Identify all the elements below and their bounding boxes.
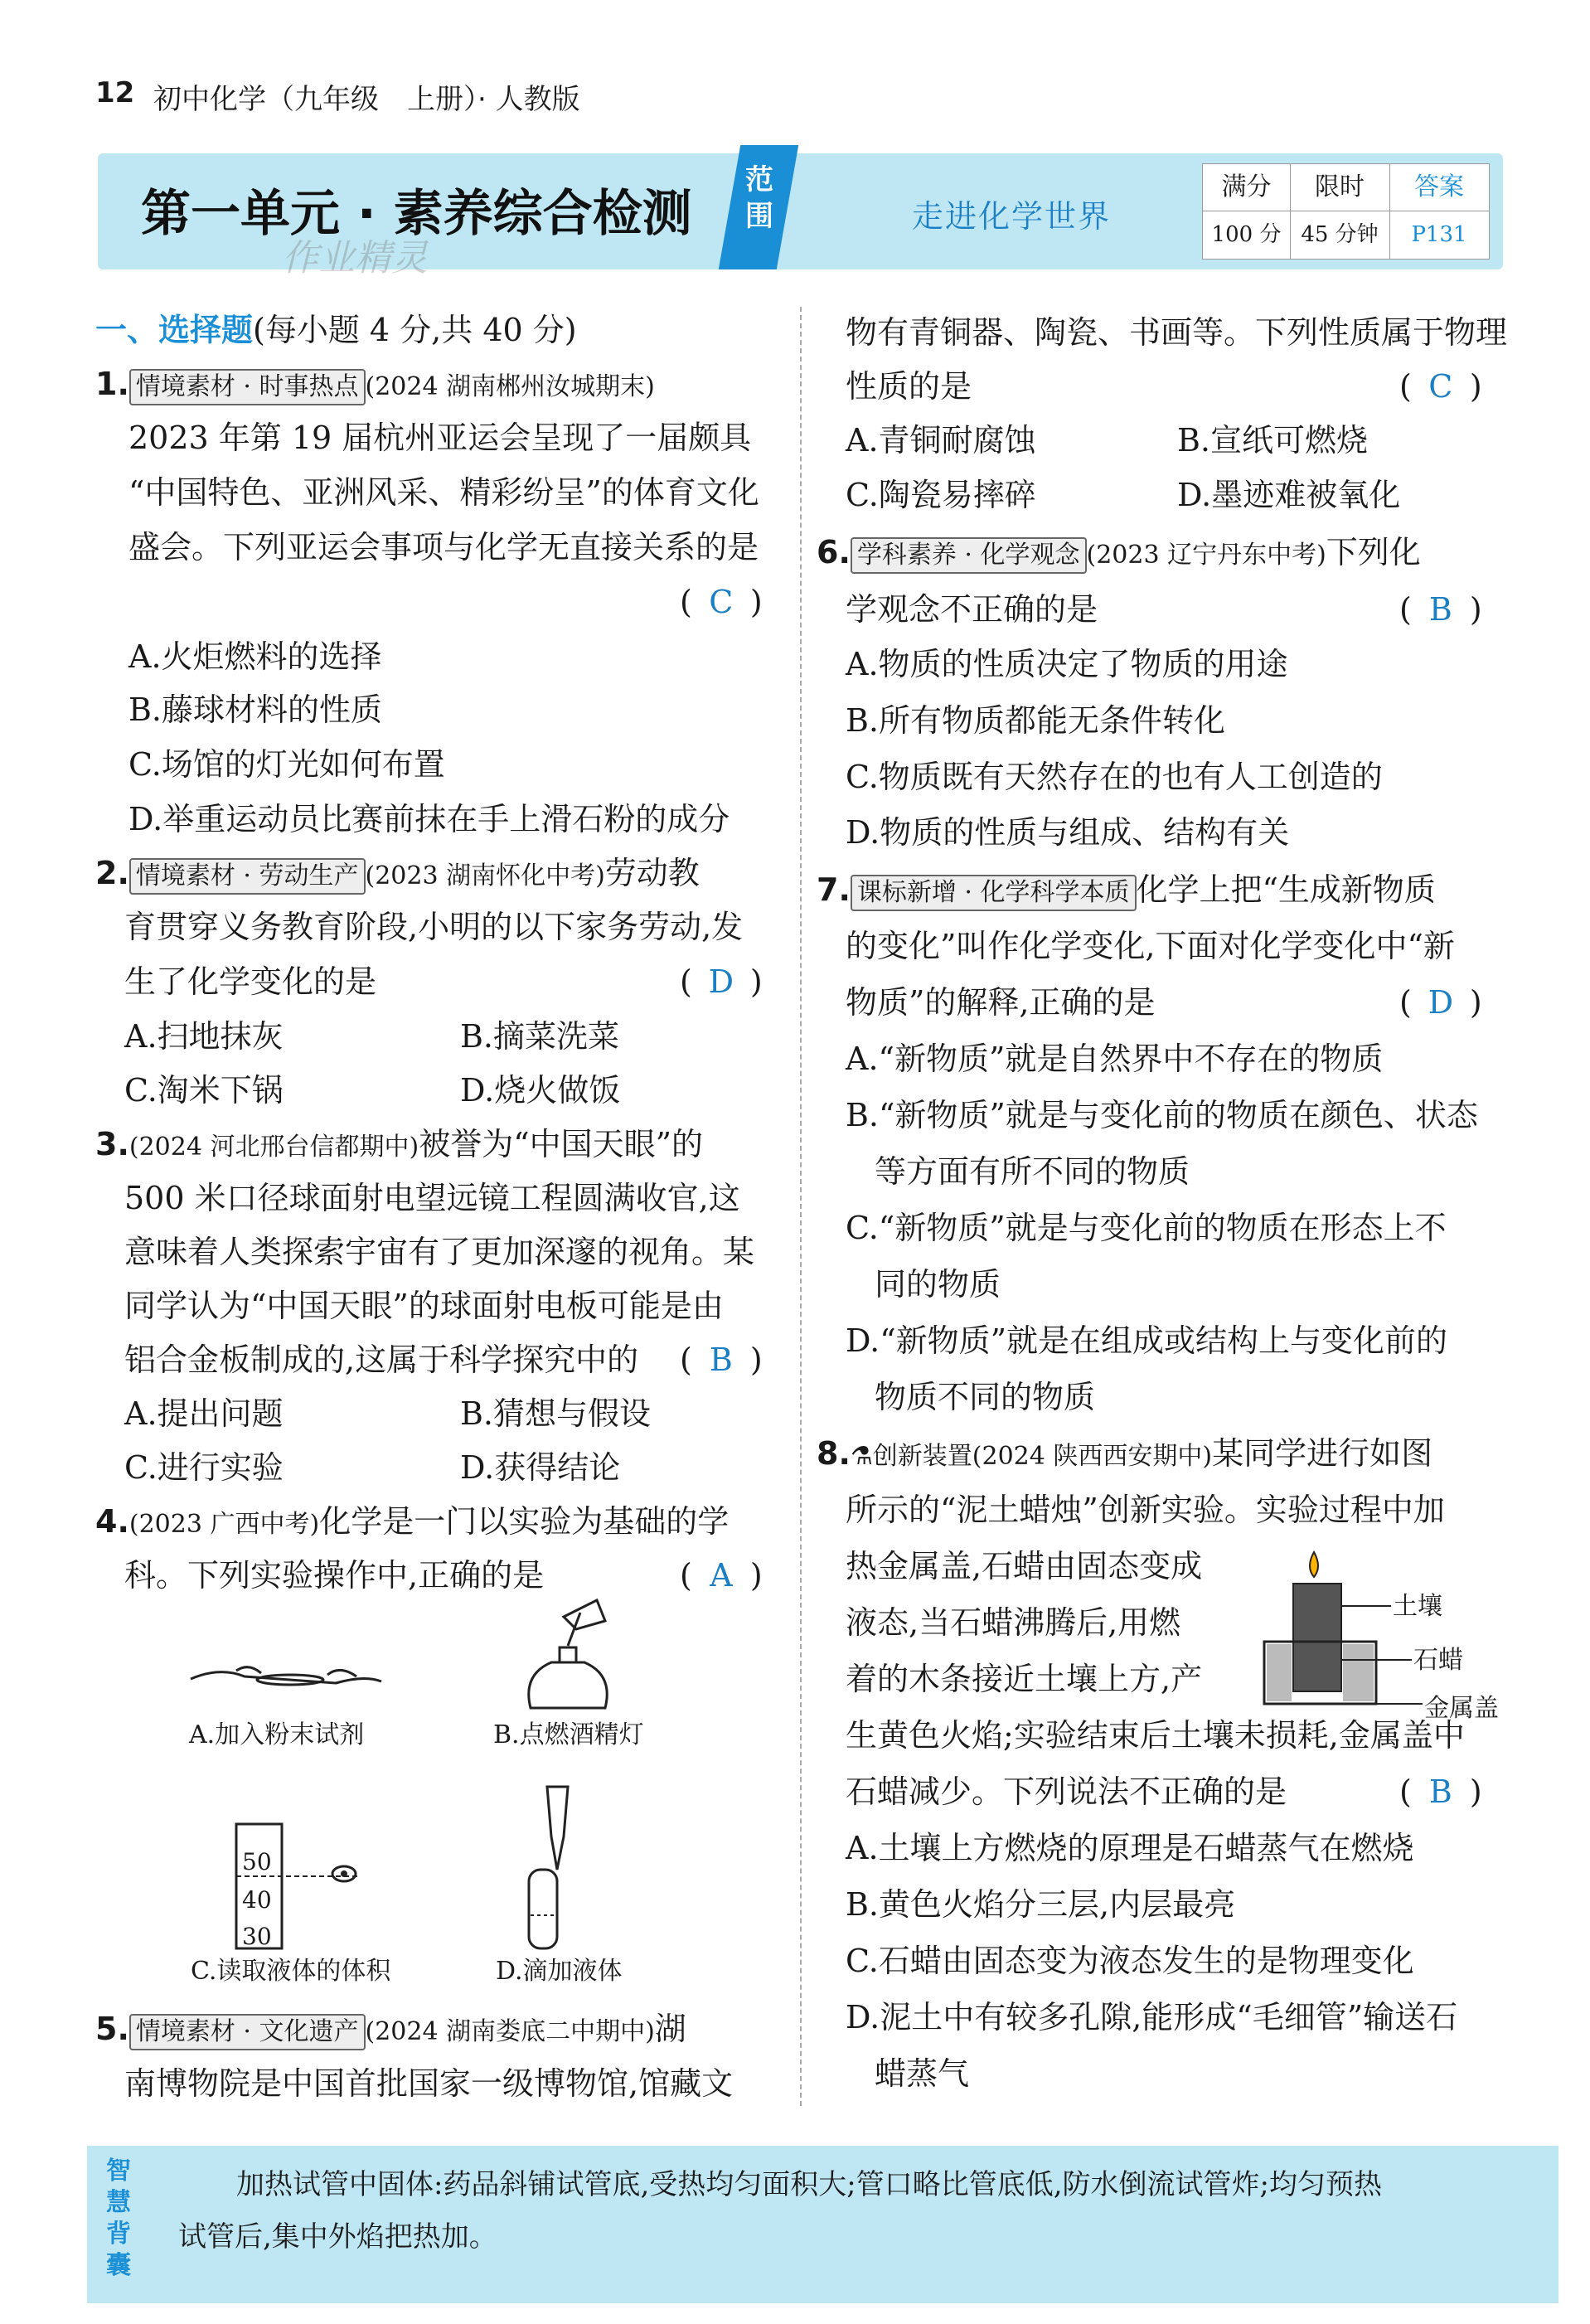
unit-title: 第一单元 · 素养综合检测 — [141, 185, 692, 243]
question-text: 湖 — [654, 2011, 686, 2047]
figure-label: 土壤 — [1393, 1592, 1442, 1621]
figure-caption: C.读取液体的体积 — [191, 1957, 391, 1986]
section-note: (每小题 4 分,共 40 分) — [253, 312, 577, 348]
question-source: (2024 湖南娄底二中期中) — [365, 2017, 655, 2046]
question-3-header — [95, 1125, 703, 1167]
answer-value: D — [1428, 984, 1454, 1021]
answer-value: D — [708, 963, 734, 1000]
question-text: 石蜡减少。下列说法不正确的是 — [846, 1773, 1287, 1810]
question-tag: 情境素材 · 劳动生产 — [129, 858, 366, 895]
answer-value: B — [1428, 1773, 1452, 1810]
question-text: 同学认为“中国天眼”的球面射电板可能是由 — [124, 1288, 724, 1324]
answer-bracket: ( B ) — [1399, 1773, 1482, 1810]
powder-figure — [187, 1650, 385, 1700]
option: D.获得结论 — [460, 1449, 621, 1486]
range-label: 范围 — [745, 163, 773, 233]
question-text: 铝合金板制成的,这属于科学探究中的 — [124, 1342, 639, 1378]
question-text: 化学是一门以实验为基础的学 — [319, 1503, 730, 1540]
time-limit-value: 45 分钟 — [1301, 222, 1379, 247]
option: C.进行实验 — [124, 1449, 284, 1486]
question-text: 被誉为“中国天眼”的 — [419, 1126, 704, 1162]
question-source: (2024 陕西西安期中) — [972, 1442, 1213, 1471]
label-leader-lines — [1341, 1604, 1424, 1708]
option: 蜡蒸气 — [875, 2055, 970, 2092]
option: A.扫地抹灰 — [124, 1018, 284, 1055]
question-8-header — [817, 1434, 1432, 1476]
answer-bracket: ( A ) — [680, 1557, 763, 1594]
question-text: 液态,当石蜡沸腾后,用燃 — [846, 1604, 1181, 1641]
answer-bracket: ( B ) — [680, 1342, 763, 1378]
column-divider — [800, 307, 802, 2106]
option: A.青铜耐腐蚀 — [846, 422, 1036, 458]
figure-label: 石蜡 — [1413, 1646, 1463, 1675]
option: B.摘菜洗菜 — [460, 1018, 620, 1055]
section-title: 一、选择题 — [95, 312, 254, 348]
option: A.物质的性质决定了物质的用途 — [846, 646, 1288, 682]
question-number: 5. — [95, 2011, 129, 2047]
question-number: 7. — [817, 871, 851, 908]
question-text: 育贯穿义务教育阶段,小明的以下家务劳动,发 — [124, 909, 744, 945]
answer-bracket: ( C ) — [1399, 368, 1482, 405]
question-text: 化学上把“生成新物质 — [1136, 871, 1436, 908]
question-2-header — [95, 854, 700, 895]
time-limit-cell — [1290, 164, 1390, 259]
question-tag: 情境素材 · 文化遗产 — [129, 2014, 366, 2050]
question-text: 热金属盖,石蜡由固态变成 — [846, 1548, 1203, 1584]
option: A.土壤上方燃烧的原理是石蜡蒸气在燃烧 — [846, 1830, 1414, 1866]
option: B.猜想与假设 — [460, 1395, 652, 1432]
question-text: 的变化”叫作化学变化,下面对化学变化中“新 — [846, 928, 1455, 964]
question-text: 着的木条接近土壤上方,产 — [846, 1661, 1203, 1697]
question-text: 意味着人类探索宇宙有了更加深邃的视角。某 — [124, 1234, 755, 1270]
watermark: 作业精灵 — [282, 237, 428, 279]
figure-caption: A.加入粉末试剂 — [189, 1720, 365, 1749]
option: C.物质既有天然存在的也有人工创造的 — [846, 759, 1383, 795]
question-number: 2. — [95, 855, 129, 891]
question-tag: 情境素材 · 时事热点 — [129, 369, 366, 405]
question-text: 物质”的解释,正确的是 — [846, 984, 1156, 1021]
question-source: (2024 河北邢台信都期中) — [128, 1133, 419, 1162]
tip-text: 试管后,集中外焰把热加。 — [178, 2220, 497, 2254]
question-1-header — [95, 365, 655, 406]
option: 物质不同的物质 — [875, 1379, 1096, 1415]
question-tag: 学科素养 · 化学观念 — [851, 537, 1087, 574]
option: C.淘米下锅 — [124, 1072, 284, 1109]
full-score-label: 满分 — [1203, 164, 1290, 211]
question-number: 8. — [817, 1435, 851, 1472]
question-text: 某同学进行如图 — [1212, 1435, 1433, 1472]
question-number: 1. — [95, 366, 129, 402]
answer-bracket: ( C ) — [680, 584, 763, 620]
answer-bracket: ( D ) — [1399, 984, 1482, 1021]
answer-bracket: ( B ) — [1399, 591, 1482, 628]
option: C.“新物质”就是与变化前的物质在形态上不 — [846, 1210, 1447, 1246]
question-text: 盛会。下列亚运会事项与化学无直接关系的是 — [128, 529, 759, 565]
question-text: 生黄色火焰;实验结束后土壤未损耗,金属盖中 — [846, 1717, 1465, 1754]
question-text: 物有青铜器、陶瓷、书画等。下列性质属于物理 — [846, 314, 1508, 351]
answer-value: A — [710, 1557, 733, 1594]
option: B.所有物质都能无条件转化 — [846, 702, 1226, 739]
question-text: “中国特色、亚洲风采、精彩纷呈”的体育文化 — [128, 474, 759, 511]
full-score-cell — [1203, 164, 1291, 259]
answer-page: P131 — [1411, 222, 1467, 247]
option: B.藤球材料的性质 — [128, 691, 383, 728]
question-tag: 课标新增 · 化学科学本质 — [851, 875, 1137, 911]
alcohol-lamp-figure — [514, 1596, 622, 1712]
figure-caption: B.点燃酒精灯 — [493, 1720, 644, 1749]
option: D.“新物质”就是在组成或结构上与变化前的 — [846, 1322, 1448, 1359]
answer-label: 答案 — [1389, 164, 1489, 211]
question-number: 4. — [95, 1503, 129, 1540]
question-text: 学观念不正确的是 — [846, 591, 1098, 628]
option: B.“新物质”就是与变化前的物质在颜色、状态 — [846, 1097, 1478, 1133]
cylinder-mark: 50 — [242, 1848, 272, 1875]
question-number: 3. — [95, 1126, 129, 1162]
book-title: 初中化学（九年级 上册）· 人教版 — [153, 83, 580, 116]
tip-label: 智慧背囊 — [106, 2157, 131, 2280]
answer-bracket: ( D ) — [680, 963, 763, 1000]
question-7-header — [817, 871, 1436, 911]
option: D.墨迹难被氧化 — [1177, 477, 1401, 513]
option: A.“新物质”就是自然界中不存在的物质 — [846, 1041, 1384, 1077]
question-text: 南博物院是中国首批国家一级博物馆,馆藏文 — [124, 2065, 734, 2102]
question-text: 500 米口径球面射电望远镜工程圆满收官,这 — [124, 1180, 740, 1216]
time-limit-label: 限时 — [1290, 164, 1389, 211]
question-text: 生了化学变化的是 — [124, 963, 377, 1000]
dropper-figure — [514, 1778, 589, 1953]
question-source: (2024 湖南郴州汝城期末) — [365, 372, 655, 401]
answer-value: B — [709, 1342, 733, 1378]
figure-label: 金属盖 — [1424, 1694, 1499, 1723]
tip-text: 加热试管中固体:药品斜铺试管底,受热均匀面积大;管口略比管底低,防水倒流试管炸;均匀预热 — [236, 2168, 1382, 2201]
option: B.黄色火焰分三层,内层最亮 — [846, 1886, 1236, 1923]
question-source: (2023 湖南怀化中考) — [365, 861, 605, 890]
answer-value: C — [709, 584, 734, 620]
flask-icon: ⚗ — [850, 1442, 873, 1471]
option: C.石蜡由固态变为液态发生的是物理变化 — [846, 1943, 1414, 1979]
cylinder-mark: 40 — [242, 1886, 272, 1914]
option: A.火炬燃料的选择 — [128, 638, 382, 675]
option: 等方面有所不同的物质 — [875, 1153, 1190, 1190]
option: D.泥土中有较多孔隙,能形成“毛细管”输送石 — [846, 1999, 1458, 2035]
option: C.陶瓷易摔碎 — [846, 477, 1036, 513]
question-source: (2023 广西中考) — [128, 1510, 320, 1539]
question-5-header — [95, 2010, 686, 2051]
option: A.提出问题 — [124, 1395, 284, 1432]
option: D.烧火做饭 — [460, 1072, 621, 1109]
page-number: 12 — [95, 76, 135, 109]
question-source: (2023 辽宁丹东中考) — [1086, 541, 1326, 570]
question-text: 科。下列实验操作中,正确的是 — [124, 1557, 545, 1594]
question-number: 6. — [817, 534, 851, 570]
question-tag: 创新装置 — [872, 1442, 972, 1471]
question-text: 2023 年第 19 届杭州亚运会呈现了一届颇具 — [128, 420, 752, 456]
option: D.物质的性质与组成、结构有关 — [846, 814, 1290, 851]
option: 同的物质 — [875, 1266, 1001, 1303]
answer-cell — [1389, 164, 1489, 259]
cylinder-mark: 30 — [242, 1923, 272, 1950]
question-text: 下列化 — [1326, 534, 1421, 570]
answer-value: B — [1428, 591, 1452, 628]
option: C.场馆的灯光如何布置 — [128, 746, 445, 783]
section-heading — [95, 311, 577, 349]
question-4-header — [95, 1502, 729, 1544]
option: B.宣纸可燃烧 — [1177, 422, 1369, 458]
question-text: 劳动教 — [604, 855, 700, 891]
question-6-header — [817, 533, 1421, 575]
answer-value: C — [1428, 368, 1453, 405]
question-text: 所示的“泥土蜡烛”创新实验。实验过程中加 — [846, 1492, 1445, 1528]
figure-caption: D.滴加液体 — [496, 1957, 623, 1986]
question-text: 性质的是 — [846, 368, 972, 405]
chapter-name: 走进化学世界 — [912, 198, 1112, 235]
full-score-value: 100 分 — [1211, 222, 1282, 247]
score-box — [1202, 163, 1490, 260]
option: D.举重运动员比赛前抹在手上滑石粉的成分 — [128, 801, 730, 837]
